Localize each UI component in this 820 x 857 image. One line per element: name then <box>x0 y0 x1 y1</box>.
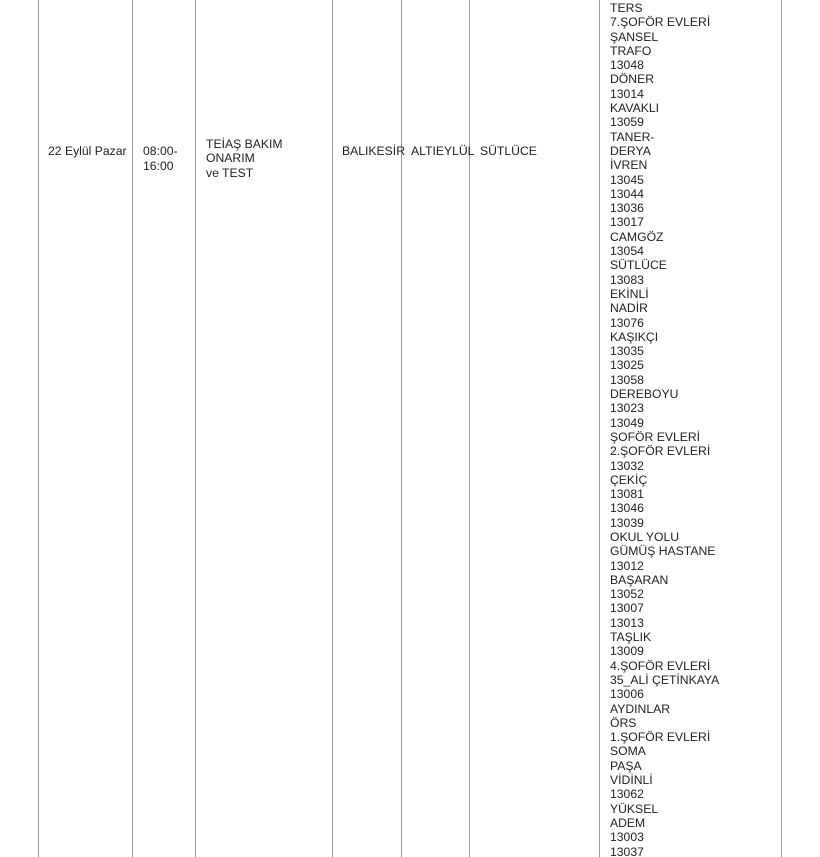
list-item: 13083 <box>610 272 644 287</box>
outage-table <box>38 0 782 857</box>
list-item: 35_ALİ ÇETİNKAYA <box>610 672 720 687</box>
list-item: 13013 <box>610 615 644 630</box>
list-item: 1.ŞOFÖR EVLERİ <box>610 730 711 745</box>
reason-line-1: TEİAŞ BAKIM ONARIM <box>206 137 283 166</box>
city-cell <box>333 0 405 857</box>
list-item: 13035 <box>610 344 644 359</box>
district-cell <box>402 0 475 857</box>
reason-cell <box>196 0 333 857</box>
time-cell <box>133 0 196 857</box>
area-text: SÜTLÜCE <box>480 144 537 159</box>
date-cell <box>39 0 133 857</box>
table-row <box>39 0 782 857</box>
area-cell <box>470 0 600 857</box>
list-item: 13017 <box>610 215 644 230</box>
list-item: 13048 <box>610 58 644 73</box>
list-item: DEREBOYU <box>610 387 679 402</box>
district-text: ALTIEYLÜL <box>411 144 475 159</box>
list-item: 13054 <box>610 244 644 259</box>
list-item: SOMA <box>610 744 646 759</box>
list-item: 13014 <box>610 86 644 101</box>
list-item: DERYA <box>610 143 651 158</box>
time-start: 08:00- <box>143 144 178 159</box>
list-item: YÜKSEL <box>610 801 659 816</box>
list-item: 13037 <box>610 844 644 857</box>
time-text <box>133 144 195 173</box>
list-item: PAŞA <box>610 758 642 773</box>
list-item: ŞANSEL <box>610 29 659 44</box>
list-item: 13009 <box>610 644 644 659</box>
list-item: SÜTLÜCE <box>610 258 667 273</box>
list-item: CAMGÖZ <box>610 229 664 244</box>
list-item: 13058 <box>610 372 644 387</box>
list-item: KAŞIKÇI <box>610 329 659 344</box>
list-item: 13003 <box>610 830 644 845</box>
list-item: TANER- <box>610 129 655 144</box>
list-item: 13062 <box>610 787 644 802</box>
street-list <box>600 1 719 857</box>
list-item: 7.ŞOFÖR EVLERİ <box>610 15 711 30</box>
list-item: 13049 <box>610 415 644 430</box>
list-item: VİDİNLİ <box>610 773 653 788</box>
list-item: ÖRS <box>610 715 637 730</box>
list-item: 2.ŞOFÖR EVLERİ <box>610 444 711 459</box>
list-item: 4.ŞOFÖR EVLERİ <box>610 658 711 673</box>
list-item: İVREN <box>610 158 648 173</box>
list-item: 13007 <box>610 601 644 616</box>
list-item: TERS <box>610 1 643 15</box>
time-end: 16:00 <box>143 158 174 173</box>
date-text: 22 Eylül Pazar <box>48 144 127 159</box>
list-item: 13006 <box>610 687 644 702</box>
list-item: EKİNLİ <box>610 286 649 301</box>
list-item: AYDINLAR <box>610 701 671 716</box>
list-item: 13039 <box>610 515 644 530</box>
list-item: 13012 <box>610 558 644 573</box>
list-item: ÇEKİÇ <box>610 472 648 487</box>
list-item: 13044 <box>610 186 644 201</box>
list-item: GÜMÜŞ HASTANE <box>610 544 716 559</box>
list-item: 13076 <box>610 315 644 330</box>
list-item: ŞOFÖR EVLERİ <box>610 429 701 444</box>
list-item: BAŞARAN <box>610 572 669 587</box>
list-item: ADEM <box>610 815 646 830</box>
list-item: 13025 <box>610 358 644 373</box>
list-item: TRAFO <box>610 43 652 58</box>
list-item: 13045 <box>610 172 644 187</box>
list-item: 13036 <box>610 201 644 216</box>
list-item: NADİR <box>610 301 648 316</box>
street-list-cell <box>600 0 782 857</box>
list-item: 13046 <box>610 501 644 516</box>
list-item: 13023 <box>610 401 644 416</box>
list-item: DÖNER <box>610 72 655 87</box>
list-item: OKUL YOLU <box>610 529 680 544</box>
list-item: 13059 <box>610 115 644 130</box>
list-item: 13052 <box>610 587 644 602</box>
reason-text <box>196 137 332 180</box>
list-item: 13081 <box>610 487 644 502</box>
list-item: TAŞLIK <box>610 630 652 645</box>
city-text: BALIKESİR <box>342 144 405 159</box>
list-item: 13032 <box>610 458 644 473</box>
reason-line-2: ve TEST <box>206 165 254 180</box>
list-item: KAVAKLI <box>610 101 659 116</box>
